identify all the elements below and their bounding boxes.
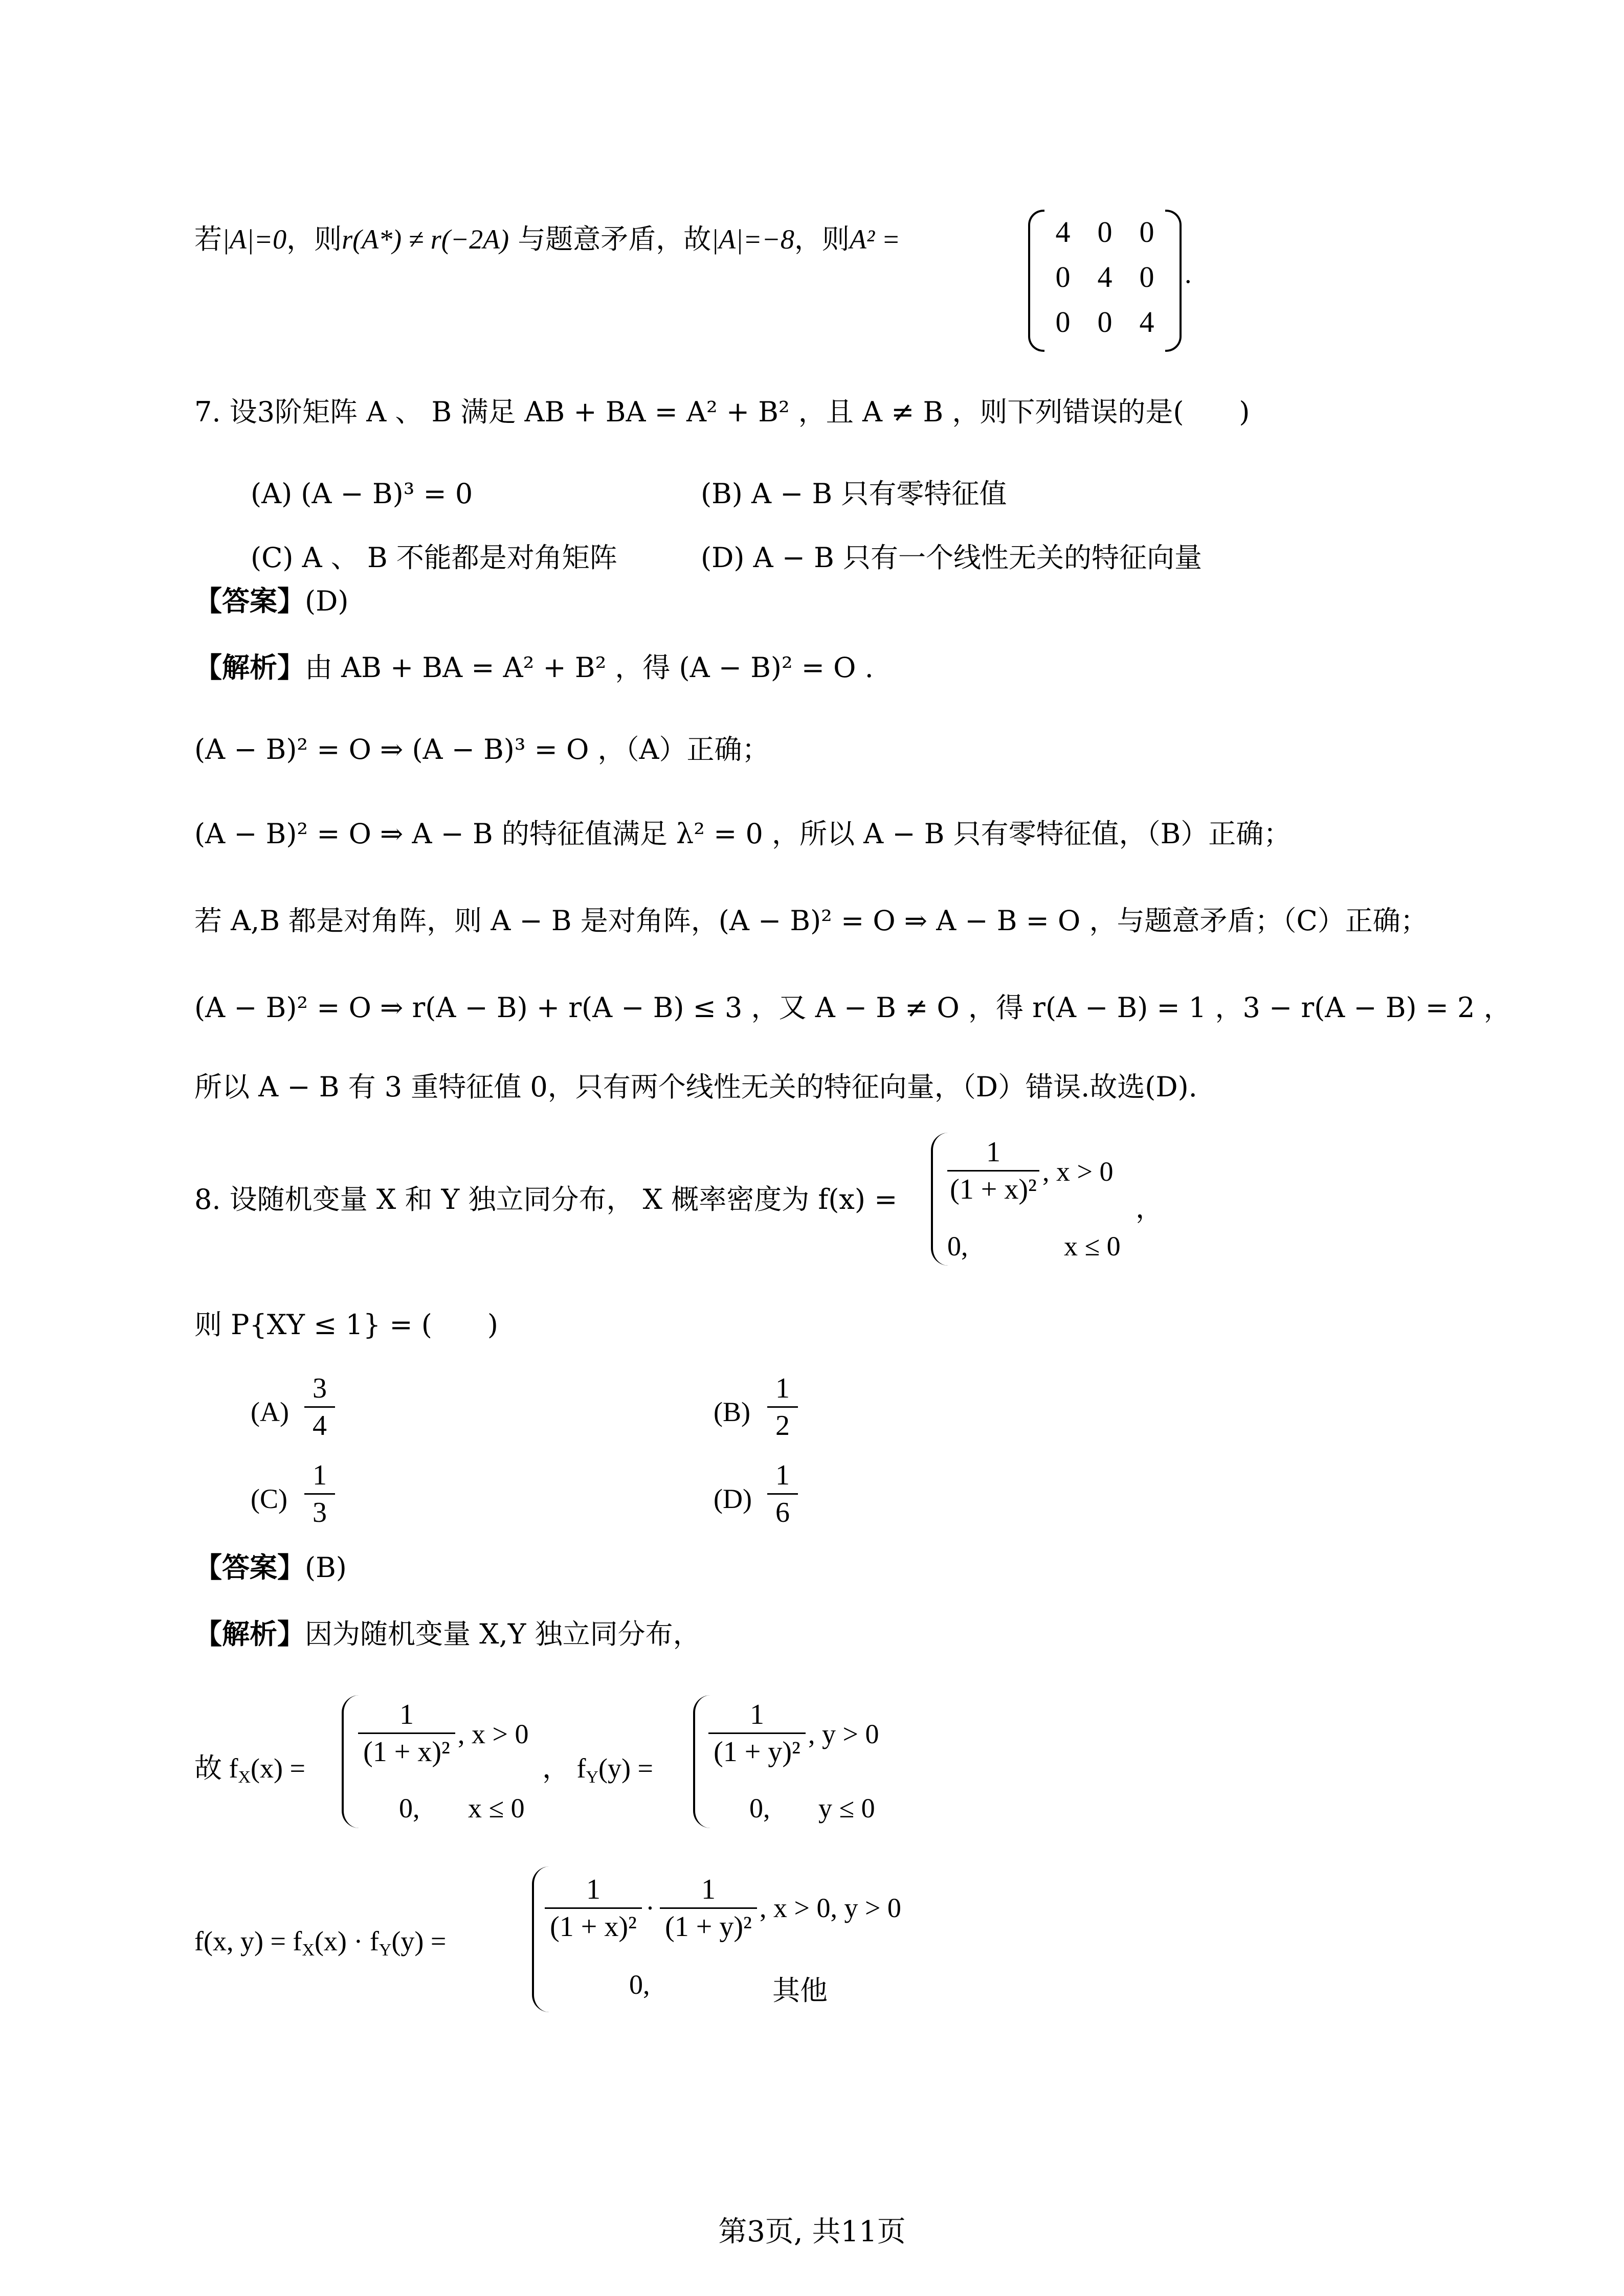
fraction-denominator: 3 <box>313 1497 327 1528</box>
joint-end: (y) = <box>391 1926 447 1956</box>
answer-label: 【答案】 <box>194 1551 305 1584</box>
q6-det-value: |A|=−8 <box>711 224 794 255</box>
q7-analysis-line-6: 所以 A − B 有 3 重特征值 0，只有两个线性无关的特征向量，（D）错误.故选(D). <box>194 1071 1197 1103</box>
q6-conclusion-line <box>194 221 900 258</box>
q8-option-b-label: (B) <box>714 1397 750 1427</box>
q8-option-b-fraction <box>767 1370 798 1444</box>
q8-case-1-condition: , x > 0 <box>1042 1156 1114 1187</box>
q8-answer: (B) <box>305 1551 347 1584</box>
matrix-cell: 4 <box>1055 215 1071 249</box>
q8-analysis-text-1: 因为随机变量 X,Y 独立同分布， <box>305 1618 701 1650</box>
fraction-denominator: (1 + x)² <box>363 1736 450 1768</box>
fx-brace <box>342 1695 359 1828</box>
q6-a-squared: A² = <box>849 224 900 255</box>
fy-arg: (y) = <box>598 1753 653 1784</box>
joint-sub-y: Y <box>379 1941 392 1960</box>
fraction-denominator: (1 + x)² <box>550 1911 637 1943</box>
q8-stem: 8. 设随机变量 X 和 Y 独立同分布， X 概率密度为 f(x) = <box>194 1183 898 1215</box>
fraction-denominator: 4 <box>313 1410 327 1442</box>
q8-case-2-value: 0, <box>947 1231 968 1262</box>
matrix-left-paren <box>1028 210 1044 352</box>
page-footer: 第3页, 共11页 <box>718 2215 906 2248</box>
q6-rank-expr: r(A*) ≠ r(−2A) <box>342 224 509 255</box>
fy-brace <box>693 1695 710 1828</box>
q7-option-a: (A) (A − B)³ = 0 <box>251 478 473 510</box>
fraction-denominator: 6 <box>775 1497 790 1528</box>
matrix-right-paren <box>1165 210 1182 352</box>
q8-question: 则 P{XY ≤ 1} = ( ) <box>194 1309 498 1341</box>
joint-fraction-1 <box>545 1872 642 1945</box>
q7-analysis-text-1: 由 AB + BA = A² + B² ，得 (A − B)² = O . <box>305 651 874 684</box>
q7-option-c: (C) A 、 B 不能都是对角矩阵 <box>251 542 617 574</box>
fy-label: ， f <box>542 1753 586 1784</box>
joint-mid: (x) · f <box>314 1926 379 1956</box>
matrix-cell: 4 <box>1139 305 1154 339</box>
fraction-denominator: (1 + y)² <box>714 1736 800 1768</box>
joint-product-dot: · <box>646 1893 655 1923</box>
matrix-cell: 0 <box>1097 215 1113 249</box>
fraction-numerator: 1 <box>660 1872 757 1909</box>
joint-case-2-value: 0, <box>629 1969 650 2000</box>
q7-analysis-line-4: 若 A,B 都是对角阵，则 A − B 是对角阵，(A − B)² = O ⇒ A − B = O ，与题意矛盾；（C）正确； <box>194 905 1428 937</box>
fx-subscript: X <box>238 1768 251 1787</box>
fraction-numerator: 1 <box>767 1457 798 1495</box>
fraction-denominator: 2 <box>775 1410 790 1442</box>
fy-fraction <box>708 1697 806 1770</box>
matrix-cell: 0 <box>1139 215 1154 249</box>
q6-cond-det-zero: |A|=0 <box>222 224 287 255</box>
matrix-cell: 0 <box>1055 260 1071 294</box>
q8-case-2-condition: x ≤ 0 <box>1064 1231 1121 1262</box>
q7-answer-line <box>194 583 348 620</box>
q8-option-a-label: (A) <box>251 1397 289 1427</box>
fy-case-2-value: 0, <box>749 1793 770 1824</box>
q7-analysis-line-5: (A − B)² = O ⇒ r(A − B) + r(A − B) ≤ 3 ，又 A − B ≠ O ，得 r(A − B) = 1 ，3 − r(A − B) = 2 ， <box>194 992 1511 1024</box>
fraction-numerator: 3 <box>304 1370 335 1408</box>
fraction-numerator: 1 <box>545 1872 642 1909</box>
q6-contradiction: 与题意矛盾，故 <box>518 223 711 255</box>
joint-sub-x: X <box>302 1941 315 1960</box>
fraction-numerator: 1 <box>947 1134 1039 1172</box>
analysis-label: 【解析】 <box>194 651 305 684</box>
q8-option-c-fraction <box>304 1457 335 1530</box>
q6-prefix: 若 <box>194 223 222 255</box>
q6-period: . <box>1185 258 1192 289</box>
fx-fraction <box>358 1697 455 1770</box>
matrix-cell: 0 <box>1097 305 1113 339</box>
answer-label: 【答案】 <box>194 585 305 617</box>
q6-then: ，则 <box>286 223 342 255</box>
fraction-numerator: 1 <box>304 1457 335 1495</box>
q8-option-d-fraction <box>767 1457 798 1530</box>
q7-answer: (D) <box>305 585 349 617</box>
joint-case-2-condition: 其他 <box>772 1974 828 2007</box>
fy-lhs <box>542 1746 653 1786</box>
q6-then-2: ，则 <box>794 223 850 255</box>
fy-subscript: Y <box>586 1768 599 1787</box>
q7-analysis-line-1 <box>194 649 874 686</box>
q8-answer-line <box>194 1549 347 1586</box>
q8-analysis-line-1 <box>194 1616 701 1653</box>
joint-case-1-condition: , x > 0, y > 0 <box>760 1893 901 1923</box>
q8-option-d-label: (D) <box>714 1483 752 1514</box>
analysis-label: 【解析】 <box>194 1618 305 1650</box>
fx-case-1-condition: , x > 0 <box>458 1719 529 1749</box>
q8-piecewise-brace <box>931 1133 948 1266</box>
joint-label: f(x, y) = f <box>194 1926 302 1956</box>
fx-lhs <box>194 1746 305 1786</box>
q7-option-d: (D) A − B 只有一个线性无关的特征向量 <box>701 542 1203 574</box>
fraction-denominator: (1 + y)² <box>665 1911 752 1943</box>
q7-analysis-line-2: (A − B)² = O ⇒ (A − B)³ = O ，（A）正确； <box>194 733 770 766</box>
fraction-numerator: 1 <box>708 1697 806 1734</box>
q8-option-c-label: (C) <box>251 1483 287 1514</box>
q7-option-b: (B) A − B 只有零特征值 <box>701 478 1007 510</box>
q8-option-a-fraction <box>304 1370 335 1444</box>
fy-case-1-condition: , y > 0 <box>808 1719 879 1749</box>
fraction-numerator: 1 <box>358 1697 455 1734</box>
joint-lhs <box>194 1925 447 1960</box>
fraction-denominator: (1 + x)² <box>950 1174 1037 1205</box>
fx-arg: (x) = <box>251 1753 305 1784</box>
q7-stem: 7. 设3阶矩阵 A 、 B 满足 AB + BA = A² + B² ，且 A ≠ B ，则下列错误的是( ) <box>194 396 1250 428</box>
q7-analysis-line-3: (A − B)² = O ⇒ A − B 的特征值满足 λ² = 0 ，所以 A − B 只有零特征值，（B）正确； <box>194 818 1292 850</box>
fx-label: 故 f <box>194 1753 238 1784</box>
matrix-cell: 4 <box>1097 260 1113 294</box>
fy-case-2-condition: y ≤ 0 <box>818 1793 875 1824</box>
fraction-numerator: 1 <box>767 1370 798 1408</box>
matrix-cell: 0 <box>1139 260 1154 294</box>
joint-fraction-2 <box>660 1872 757 1945</box>
q8-piecewise-fraction <box>947 1134 1039 1207</box>
fx-case-2-value: 0, <box>399 1793 420 1824</box>
q8-comma: ， <box>1136 1193 1163 1224</box>
matrix-cell: 0 <box>1055 305 1071 339</box>
fx-case-2-condition: x ≤ 0 <box>468 1793 525 1824</box>
matrix-a-squared <box>1028 210 1182 353</box>
